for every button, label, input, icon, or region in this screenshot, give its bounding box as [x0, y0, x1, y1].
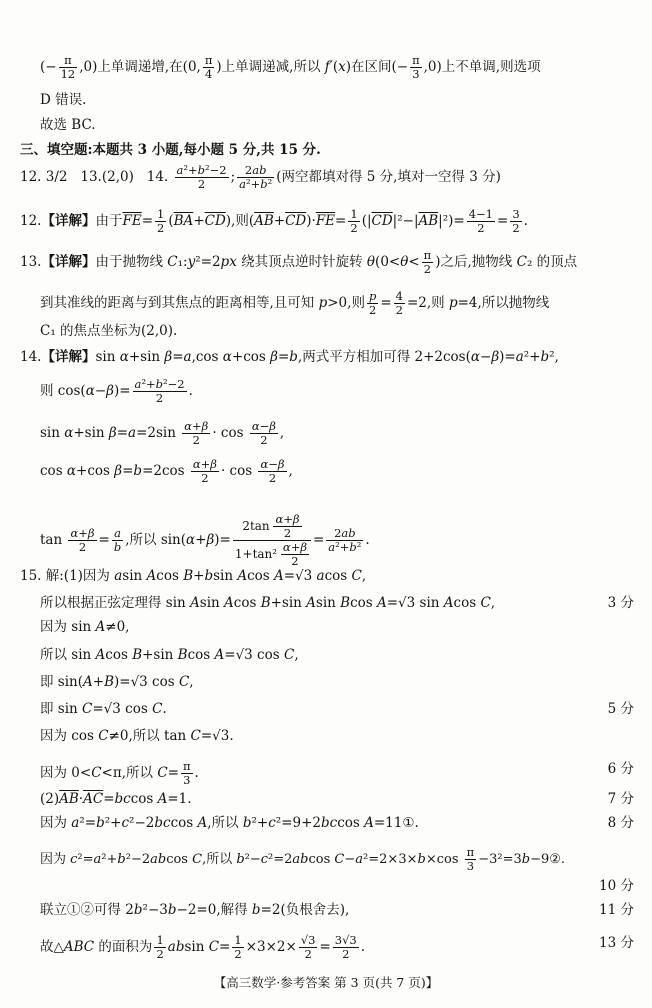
q13-line-3: C₁ 的焦点坐标为(2,0).	[40, 323, 178, 339]
q15-line-12: 联立①②可得 2b²−3b−2=0,解得 b=2(负根舍去),	[40, 902, 350, 918]
q15-line-3: 因为 sin A≠0,	[40, 619, 130, 635]
page-footer: 【高三数学·参考答案 第 3 页(共 7 页)】	[213, 975, 439, 990]
prev-line-3: 故选 BC.	[40, 117, 96, 133]
q15-line-1: 15. 解:(1)因为 asin Acos B+bsin Acos A=√3 acos C,	[20, 568, 367, 584]
prev-line-1: (− $\frac{\pi}{12}$ ,0)上单调递增,在(0, $\frac{\pi}{4}$ )上单调递减,所以 f′(x)在区间(− $\frac{\pi}{3}$ ,0)上不单调,则选项	[40, 53, 541, 81]
q15-score-13: 13 分	[599, 935, 634, 951]
q15-score-3: 3 分	[607, 595, 634, 611]
answer-14-label: 14.	[146, 169, 169, 185]
q15-line-13: 故△ABC 的面积为 $\frac{1}{2}$ absin C= $\frac{1}{2}$ ×3×2× $\frac{√3}{2}$ = $\frac{3√3}{2}$ .	[40, 933, 366, 961]
q13-line-2: 到其准线的距离与到其焦点的距离相等,且可知 p>0,则 $\frac{p}{2}$ = $\frac{4}{2}$ =2,则 p=4,所以抛物线	[40, 289, 550, 317]
q15-line-6: 即 sin C=√3 cos C.	[40, 701, 167, 717]
q14-line-2: 则 cos(α−β)= $\frac{\text{a²+b²−2}}{2}$ .	[40, 377, 193, 405]
q15-score-6: 6 分	[607, 761, 634, 777]
q15-score-11: 11 分	[599, 902, 634, 918]
q15-line-2: 所以根据正弦定理得 sin Asin Acos B+sin Asin Bcos A=√3 sin Acos C,	[40, 595, 496, 611]
answers-line: 12. 3/2 13.(2,0) 14. $\frac{\text{a²+b²−2}}{2}$ ; $\frac{2ab}{\text{a²+b²}}$ (两空都填对得 5 分,填对一空得 3 分)	[20, 163, 501, 191]
q14-line-1: 14.【详解】sin α+sin β=a,cos α+cos β=b,两式平方相加可得 2+2cos(α−β)=a²+b²,	[20, 349, 559, 365]
answer-12: 12. 3/2	[20, 169, 68, 185]
answer-13: 13.(2,0)	[80, 169, 134, 185]
q15-line-4: 所以 sin Acos B+sin Bcos A=√3 cos C,	[40, 647, 299, 663]
q14-line-3: sin α+sin β=a=2sin $\frac{\alpha+\beta}{2}$ · cos $\frac{\alpha-\beta}{2}$ ,	[40, 419, 285, 447]
q15-score-7: 7 分	[607, 791, 634, 807]
q15-score-10: 10 分	[599, 878, 634, 894]
q15-line-9: $(2)\overline{AB}\cdot\overline{AC}=bccos$ A=1.	[40, 791, 192, 807]
q12-line: 12.【详解】由于$\overline{FE}=$ $\frac{1}{2}$ $(\overline{BA}+\overline{CD})$,则$(\overline{AB}+\overline{CD})\cdot\overline{FE}=$ $\frac{1}{2}$ $(|\overline{CD}|^2-|\overline{AB}|^2)=$ $\frac{4-1}{2}$ = $\frac{3}{2}$ .	[20, 207, 528, 235]
q15-line-8: 因为 0<C<π,所以 C= $\frac{\pi}{3}$ .	[40, 759, 199, 787]
q15-score-8: 8 分	[607, 815, 634, 831]
q15-line-10: 因为 a²=b²+c²−2bccos A,所以 b²+c²=9+2bccos A=11①.	[40, 815, 419, 831]
q15-line-11: 因为 c²=a²+b²−2abcos C,所以 b²−c²=2abcos C−a²=2×3×b×cos $\frac{\pi}{3}$ −3²=3b−9②.	[40, 845, 566, 873]
q14-line-4: cos α+cos β=b=2cos $\frac{\alpha+\beta}{2}$ · cos $\frac{\alpha-\beta}{2}$ ,	[40, 457, 293, 485]
q15-line-5: 即 sin(A+B)=√3 cos C,	[40, 674, 194, 690]
prev-line-2: D 错误.	[40, 92, 87, 108]
q15-score-5: 5 分	[607, 701, 634, 717]
q13-line-1: 13.【详解】由于抛物线 C₁:y²=2px 绕其顶点逆时针旋转 θ(0<θ< $\frac{\pi}{2}$ )之后,抛物线 C₂ 的顶点	[20, 248, 578, 276]
answer-note: (两空都填对得 5 分,填对一空得 3 分)	[276, 169, 501, 185]
q15-line-7: 因为 cos C≠0,所以 tan C=√3.	[40, 728, 234, 744]
q14-line-5: tan $\frac{\alpha+\beta}{2}$ = $\frac{a}{b}$ ,所以 sin(α+β)= 2tan $\frac{\alpha+\beta}{2}$ 1+tan² $\frac{\alpha+\beta}{2}$ = $\frac{2ab}{\text{a²+b²}}$ .	[40, 512, 370, 568]
section-title: 三、填空题:本题共 3 小题,每小题 5 分,共 15 分.	[20, 142, 321, 158]
